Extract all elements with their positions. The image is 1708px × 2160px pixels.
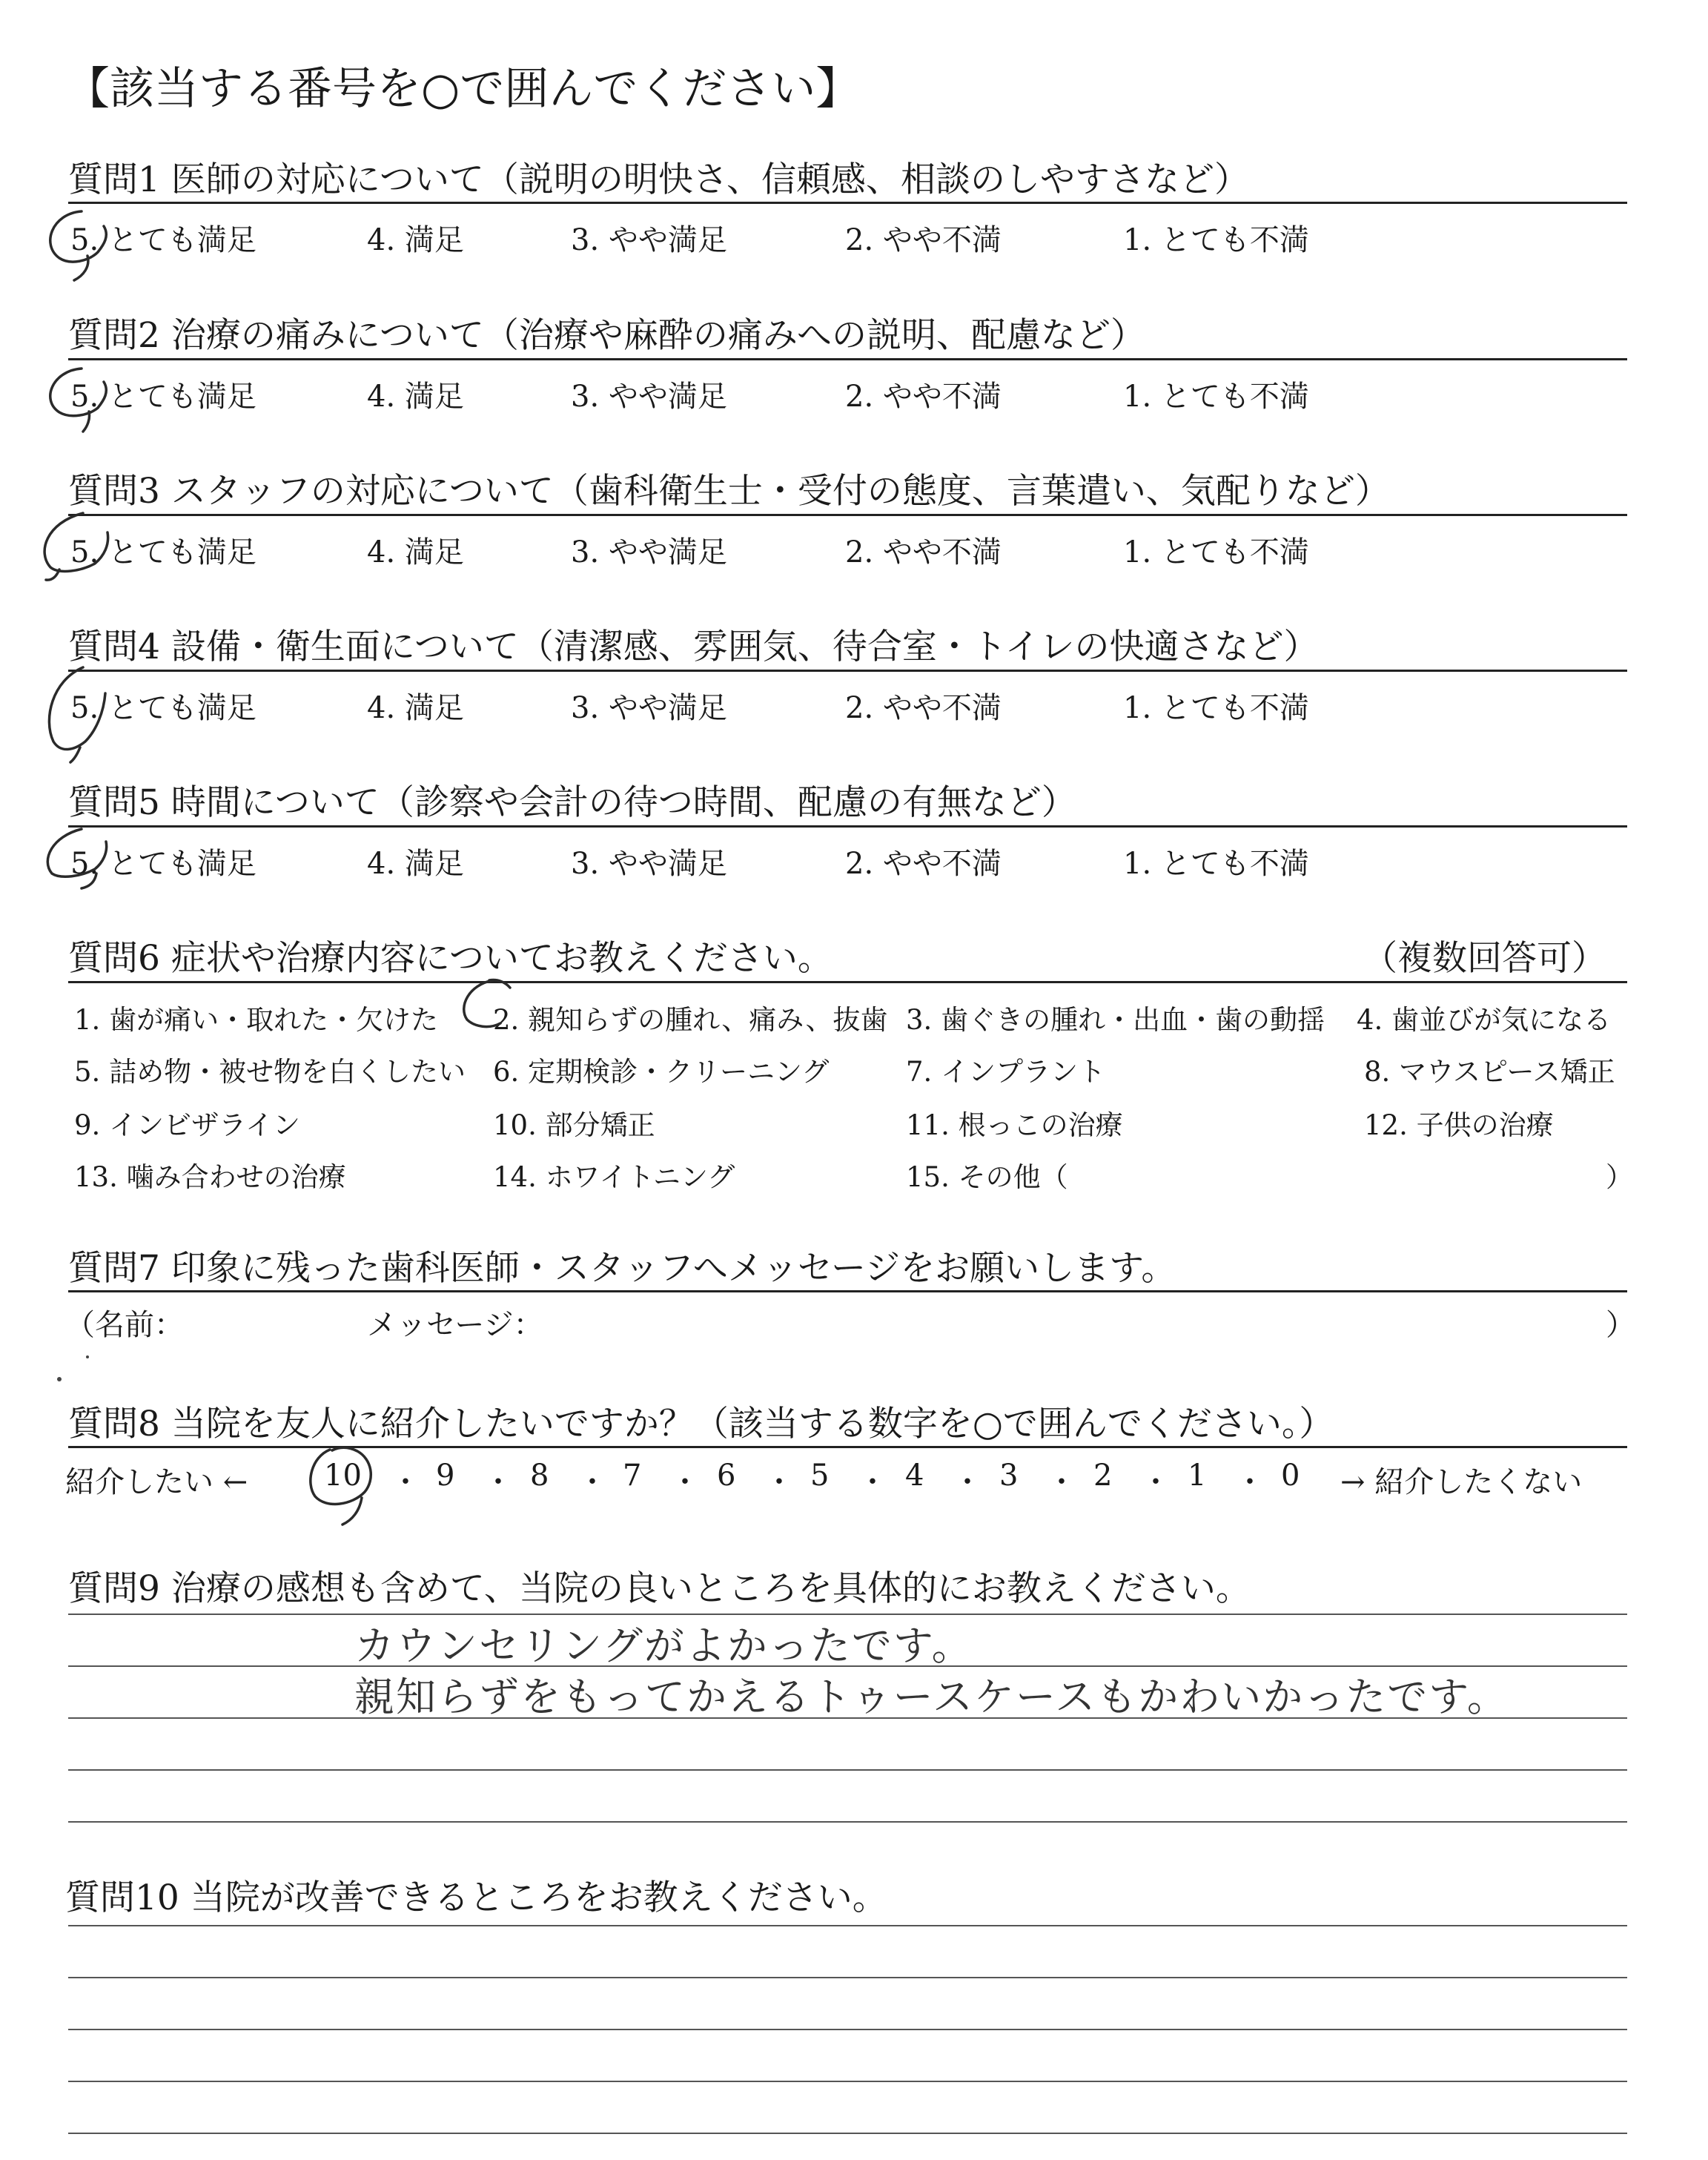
question-10-title: 質問10 当院が改善できるところをお教えください。	[65, 1877, 887, 1918]
symptom-option-2[interactable]: 2. 親知らずの腫れ、痛み、抜歯	[493, 1004, 888, 1036]
option-4[interactable]: 4. 満足	[367, 847, 464, 881]
name-field[interactable]: （名前：	[65, 1308, 184, 1342]
question-6-title: 質問6 症状や治療内容についてお教えください。	[68, 938, 833, 979]
symptom-option-11[interactable]: 11. 根っこの治療	[906, 1109, 1123, 1141]
symptom-option-6[interactable]: 6. 定期検診・クリーニング	[493, 1056, 830, 1088]
option-1[interactable]: 1. とても不満	[1123, 223, 1309, 257]
answer-circle-q5	[47, 829, 106, 888]
option-4[interactable]: 4. 満足	[367, 380, 464, 414]
question-7-title: 質問7 印象に残った歯科医師・スタッフへメッセージをお願いします。	[68, 1248, 1176, 1289]
scale-10[interactable]: 10	[324, 1459, 362, 1493]
option-5[interactable]: 5. とても満足	[70, 223, 256, 257]
answer-circle-q6	[464, 980, 510, 1027]
scale-dot: ・	[1047, 1465, 1076, 1499]
scale-1[interactable]: 1	[1188, 1459, 1207, 1493]
stray-pen-marks	[57, 1355, 89, 1381]
scale-dot: ・	[391, 1465, 420, 1499]
option-5[interactable]: 5. とても満足	[70, 535, 256, 569]
option-3[interactable]: 3. やや満足	[571, 691, 727, 725]
symptom-option-15[interactable]: 15. その他（	[906, 1161, 1068, 1193]
scale-dot: ・	[858, 1465, 887, 1499]
answer-circle-q8	[311, 1447, 371, 1525]
option-3[interactable]: 3. やや満足	[571, 380, 727, 414]
option-2[interactable]: 2. やや不満	[845, 223, 1002, 257]
question-9-title: 質問9 治療の感想も含めて、当院の良いところを具体的にお教えください。	[68, 1568, 1251, 1609]
symptom-option-8[interactable]: 8. マウスピース矯正	[1364, 1056, 1615, 1088]
symptom-option-5[interactable]: 5. 詰め物・被せ物を白くしたい	[74, 1056, 466, 1088]
close-paren: ）	[1606, 1308, 1635, 1342]
option-3[interactable]: 3. やや満足	[571, 223, 727, 257]
option-1[interactable]: 1. とても不満	[1123, 847, 1309, 881]
scale-4[interactable]: 4	[905, 1459, 924, 1493]
answer-circle-q1	[50, 211, 107, 280]
question-8-title: 質問8 当院を友人に紹介したいですか？（該当する数字を○で囲んでください。）	[68, 1404, 1334, 1444]
question-5-title: 質問5 時間について（診察や会計の待つ時間、配慮の有無など）	[68, 782, 1076, 823]
question-3-title: 質問3 スタッフの対応について（歯科衛生士・受付の態度、言葉遣い、気配りなど）	[68, 471, 1390, 512]
option-3[interactable]: 3. やや満足	[571, 847, 727, 881]
recommend-label: 紹介したい ←	[65, 1465, 248, 1499]
symptom-option-9[interactable]: 9. インビザライン	[74, 1109, 300, 1141]
scale-5[interactable]: 5	[810, 1459, 830, 1493]
option-4[interactable]: 4. 満足	[367, 691, 464, 725]
option-1[interactable]: 1. とても不満	[1123, 380, 1309, 414]
answer-circle-q4	[49, 667, 105, 762]
handwritten-answer-line-2: 親知らずをもってかえるトゥースケースもかわいかったです。	[354, 1674, 1509, 1720]
option-2[interactable]: 2. やや不満	[845, 380, 1002, 414]
scale-0[interactable]: 0	[1281, 1459, 1300, 1493]
scale-dot: ・	[670, 1465, 700, 1499]
scale-dot: ・	[1141, 1465, 1171, 1499]
option-2[interactable]: 2. やや不満	[845, 535, 1002, 569]
answer-circle-q3	[44, 513, 108, 580]
symptom-option-7[interactable]: 7. インプラント	[906, 1056, 1106, 1088]
form-title: 【該当する番号を○で囲んでください】	[65, 63, 861, 115]
scale-dot: ・	[577, 1465, 607, 1499]
option-5[interactable]: 5. とても満足	[70, 380, 256, 414]
scale-dot: ・	[1235, 1465, 1265, 1499]
message-field[interactable]: メッセージ：	[367, 1308, 543, 1342]
multiple-answer-note: （複数回答可）	[1363, 938, 1606, 979]
answer-circle-q2	[50, 369, 107, 432]
symptom-option-14[interactable]: 14. ホワイトニング	[493, 1161, 735, 1193]
symptom-option-10[interactable]: 10. 部分矯正	[493, 1109, 655, 1141]
option-2[interactable]: 2. やや不満	[845, 847, 1002, 881]
question-4-title: 質問4 設備・衛生面について（清潔感、雰囲気、待合室・トイレの快適さなど）	[68, 627, 1319, 667]
question-1-title: 質問1 医師の対応について（説明の明快さ、信頼感、相談のしやすさなど）	[68, 159, 1250, 200]
scale-dot: ・	[483, 1465, 513, 1499]
not-recommend-label: → 紹介したくない	[1340, 1465, 1583, 1499]
option-4[interactable]: 4. 満足	[367, 223, 464, 257]
symptom-option-1[interactable]: 1. 歯が痛い・取れた・欠けた	[74, 1004, 439, 1036]
scale-7[interactable]: 7	[623, 1459, 642, 1493]
scale-8[interactable]: 8	[530, 1459, 549, 1493]
option-5[interactable]: 5. とても満足	[70, 847, 256, 881]
option-1[interactable]: 1. とても不満	[1123, 535, 1309, 569]
option-1[interactable]: 1. とても不満	[1123, 691, 1309, 725]
question-2-title: 質問2 治療の痛みについて（治療や麻酔の痛みへの説明、配慮など）	[68, 315, 1145, 356]
scale-9[interactable]: 9	[436, 1459, 455, 1493]
handwritten-answer-line-1: カウンセリングがよかったです。	[354, 1622, 973, 1669]
symptom-option-4[interactable]: 4. 歯並びが気になる	[1357, 1004, 1612, 1036]
option-3[interactable]: 3. やや満足	[571, 535, 727, 569]
scale-2[interactable]: 2	[1093, 1459, 1113, 1493]
symptom-option-12[interactable]: 12. 子供の治療	[1364, 1109, 1554, 1141]
scale-dot: ・	[953, 1465, 982, 1499]
scale-3[interactable]: 3	[999, 1459, 1019, 1493]
scale-dot: ・	[764, 1465, 794, 1499]
symptom-option-13[interactable]: 13. 噛み合わせの治療	[74, 1161, 346, 1193]
close-paren: ）	[1606, 1161, 1633, 1193]
symptom-option-3[interactable]: 3. 歯ぐきの腫れ・出血・歯の動揺	[906, 1004, 1325, 1036]
scale-6[interactable]: 6	[717, 1459, 736, 1493]
option-2[interactable]: 2. やや不満	[845, 691, 1002, 725]
option-5[interactable]: 5. とても満足	[70, 691, 256, 725]
option-4[interactable]: 4. 満足	[367, 535, 464, 569]
